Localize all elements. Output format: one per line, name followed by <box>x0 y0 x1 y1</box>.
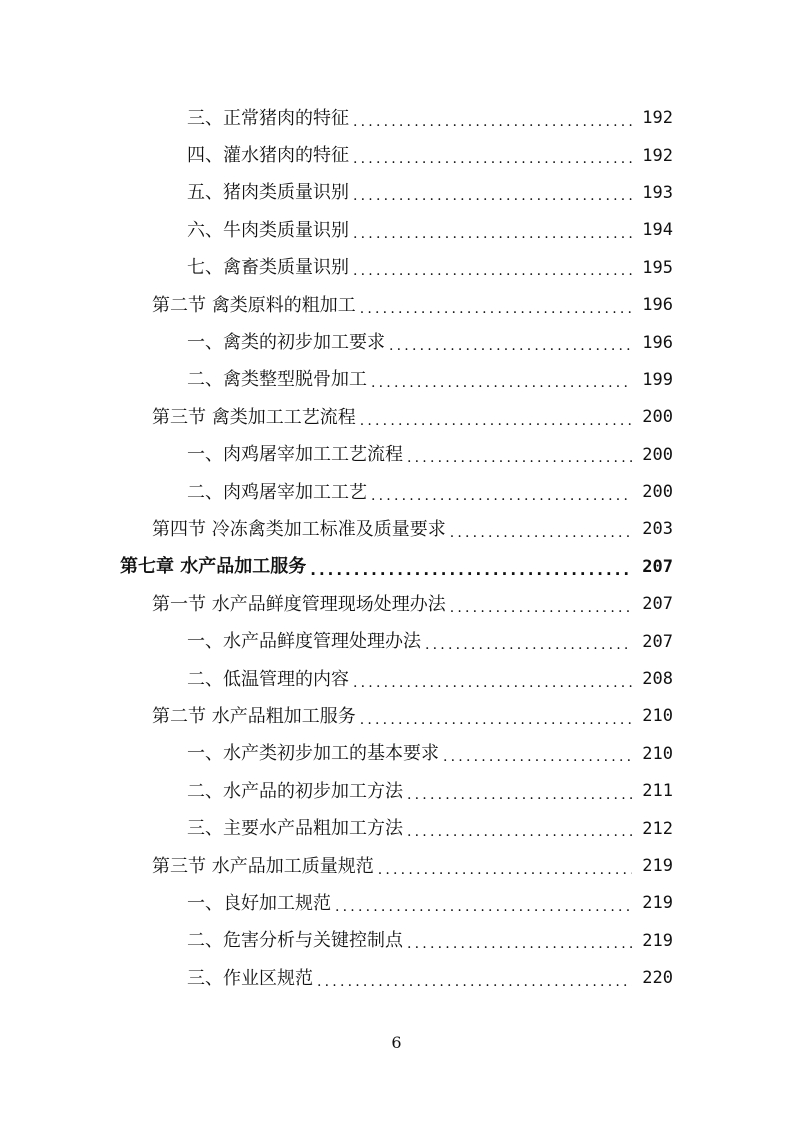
toc-entry-title: 三、作业区规范 <box>187 967 313 989</box>
toc-entry-title: 一、水产类初步加工的基本要求 <box>187 743 439 765</box>
toc-dot-leader <box>353 264 632 278</box>
toc-entry-title: 二、低温管理的内容 <box>187 668 349 690</box>
toc-dot-leader <box>425 638 632 652</box>
toc-dot-leader <box>353 189 632 203</box>
page-number: 6 <box>391 1033 402 1052</box>
toc-entry-page-number: 196 <box>642 295 673 316</box>
toc-dot-leader <box>335 900 632 914</box>
toc-entry-title: 第一节 水产品鲜度管理现场处理办法 <box>152 593 446 615</box>
toc-entry-item[interactable] <box>0 960 793 997</box>
toc-dot-leader <box>371 489 632 503</box>
toc-entry-title: 七、禽畜类质量识别 <box>187 257 349 279</box>
toc-dot-leader <box>407 788 632 802</box>
toc-dot-leader <box>360 414 633 428</box>
toc-entry-page-number: 200 <box>642 482 673 503</box>
toc-entry-title: 第三节 水产品加工质量规范 <box>152 855 374 877</box>
toc-entry-title: 二、危害分析与关键控制点 <box>187 930 403 952</box>
toc-entry-item[interactable] <box>0 623 793 660</box>
toc-entry-title: 四、灌水猪肉的特征 <box>187 145 349 167</box>
toc-entry-item[interactable] <box>0 250 793 287</box>
toc-entry-item[interactable] <box>0 885 793 922</box>
toc-entry-page-number: 192 <box>642 108 673 129</box>
toc-dot-leader <box>378 863 633 877</box>
toc-entry-title: 一、禽类的初步加工要求 <box>187 332 385 354</box>
toc-entry-page-number: 207 <box>642 631 673 652</box>
toc-entry-chapter[interactable] <box>0 549 793 586</box>
toc-entry-page-number: 210 <box>642 706 673 727</box>
toc-entry-page-number: 196 <box>642 332 673 353</box>
toc-dot-leader <box>353 152 632 166</box>
toc-dot-leader <box>353 676 632 690</box>
toc-entry-item[interactable] <box>0 923 793 960</box>
toc-entry-title: 一、良好加工规范 <box>187 892 331 914</box>
toc-entry-section[interactable] <box>0 698 793 735</box>
toc-dot-leader <box>360 302 633 316</box>
toc-entry-section[interactable] <box>0 287 793 324</box>
toc-dot-leader <box>360 713 633 727</box>
toc-entry-title: 二、水产品的初步加工方法 <box>187 780 403 802</box>
toc-entry-item[interactable] <box>0 810 793 847</box>
toc-dot-leader <box>450 601 633 615</box>
toc-entry-item[interactable] <box>0 137 793 174</box>
toc-entry-page-number: 203 <box>642 519 673 540</box>
toc-entry-title: 三、主要水产品粗加工方法 <box>187 818 403 840</box>
toc-entry-page-number: 192 <box>642 145 673 166</box>
toc-entry-item[interactable] <box>0 362 793 399</box>
toc-entry-title: 第三节 禽类加工工艺流程 <box>152 406 356 428</box>
toc-entry-item[interactable] <box>0 100 793 137</box>
toc-entry-section[interactable] <box>0 848 793 885</box>
toc-dot-leader <box>353 227 632 241</box>
toc-dot-leader <box>371 376 632 390</box>
toc-entry-item[interactable] <box>0 736 793 773</box>
toc-entry-page-number: 207 <box>642 594 673 615</box>
toc-entry-page-number: 200 <box>642 444 673 465</box>
toc-entry-page-number: 194 <box>642 220 673 241</box>
toc-entry-title: 第四节 冷冻禽类加工标准及质量要求 <box>152 518 446 540</box>
toc-dot-leader <box>443 750 632 764</box>
toc-entry-page-number: 208 <box>642 669 673 690</box>
toc-entry-page-number: 210 <box>642 743 673 764</box>
toc-entry-item[interactable] <box>0 324 793 361</box>
toc-entry-page-number: 199 <box>642 369 673 390</box>
toc-entry-item[interactable] <box>0 474 793 511</box>
toc-entry-title: 第二节 禽类原料的粗加工 <box>152 294 356 316</box>
toc-entry-title: 二、肉鸡屠宰加工工艺 <box>187 481 367 503</box>
toc-entry-item[interactable] <box>0 661 793 698</box>
toc-entry-page-number: 212 <box>642 818 673 839</box>
toc-dot-leader <box>317 975 632 989</box>
toc-entry-page-number: 193 <box>642 182 673 203</box>
toc-entry-item[interactable] <box>0 175 793 212</box>
toc-dot-leader <box>450 526 633 540</box>
toc-entry-title: 第二节 水产品粗加工服务 <box>152 705 356 727</box>
toc-entry-page-number: 195 <box>642 257 673 278</box>
toc-entry-page-number: 219 <box>642 930 673 951</box>
toc-entry-page-number: 219 <box>642 893 673 914</box>
toc-entry-title: 六、牛肉类质量识别 <box>187 219 349 241</box>
toc-dot-leader <box>389 339 632 353</box>
toc-entry-section[interactable] <box>0 511 793 548</box>
toc-entry-page-number: 219 <box>642 856 673 876</box>
toc-entry-page-number: 220 <box>642 968 673 989</box>
toc-entry-title: 第七章 水产品加工服务 <box>120 556 307 578</box>
toc-dot-leader <box>310 563 632 578</box>
toc-entry-page-number: 211 <box>642 781 673 802</box>
toc-entry-title: 二、禽类整型脱骨加工 <box>187 369 367 391</box>
table-of-contents <box>0 100 793 997</box>
toc-entry-page-number: 207 <box>642 556 673 577</box>
toc-entry-title: 一、肉鸡屠宰加工工艺流程 <box>187 444 403 466</box>
toc-entry-item[interactable] <box>0 437 793 474</box>
toc-entry-title: 一、水产品鲜度管理处理办法 <box>187 631 421 653</box>
toc-entry-page-number: 200 <box>642 407 673 428</box>
toc-dot-leader <box>407 937 632 951</box>
toc-entry-item[interactable] <box>0 773 793 810</box>
toc-dot-leader <box>407 451 632 465</box>
toc-entry-item[interactable] <box>0 212 793 249</box>
toc-entry-title: 三、正常猪肉的特征 <box>187 107 349 129</box>
toc-entry-section[interactable] <box>0 399 793 436</box>
toc-dot-leader <box>407 825 632 839</box>
toc-dot-leader <box>353 115 632 129</box>
toc-entry-title: 五、猪肉类质量识别 <box>187 182 349 204</box>
toc-entry-section[interactable] <box>0 586 793 623</box>
